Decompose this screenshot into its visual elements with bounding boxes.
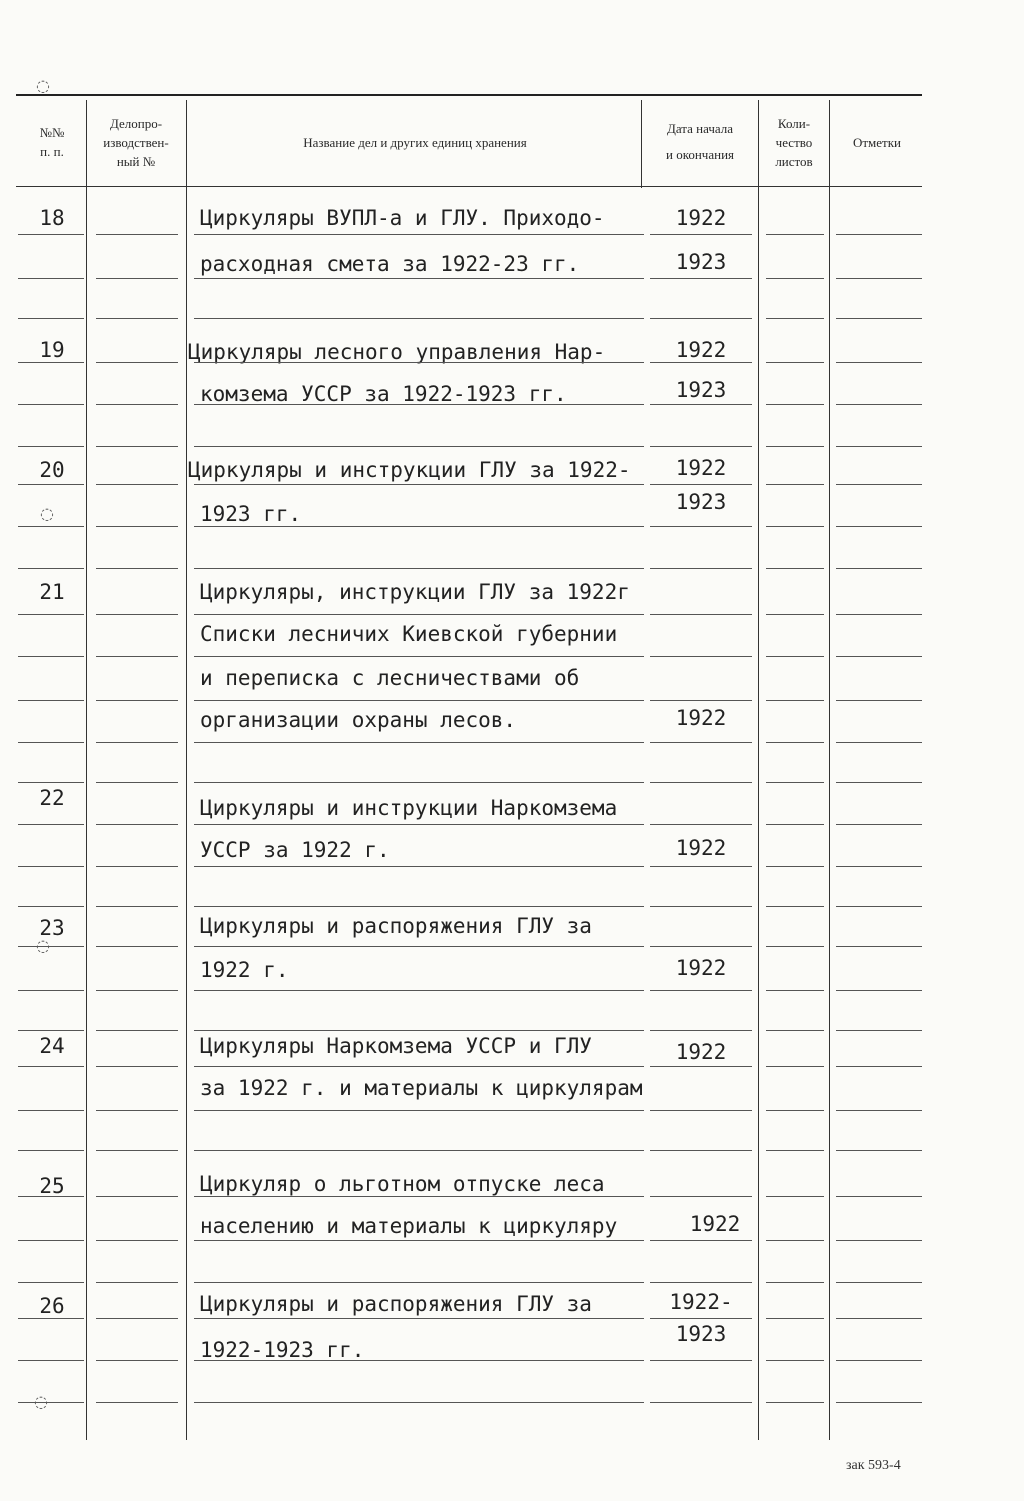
entry-date: 1922-: [669, 1290, 733, 1314]
rule-title-col: [194, 404, 644, 405]
rule-office-col: [96, 1110, 178, 1111]
rule-sheets-col: [766, 568, 824, 569]
rule-number-col: [18, 362, 84, 363]
rule-date-col: [650, 614, 752, 615]
rule-sheets-col: [766, 824, 824, 825]
entry-date: 1923: [675, 250, 727, 274]
rule-office-col: [96, 362, 178, 363]
rule-office-col: [96, 782, 178, 783]
rule-notes-col: [836, 782, 922, 783]
entry-date: 1922: [689, 1212, 741, 1236]
rule-date-col: [650, 362, 752, 363]
rule-sheets-col: [766, 742, 824, 743]
rule-office-col: [96, 1360, 178, 1361]
rule-number-col: [18, 568, 84, 569]
rule-sheets-col: [766, 484, 824, 485]
entry-date: 1922: [675, 1040, 727, 1064]
rule-number-col: [18, 446, 84, 447]
rule-number-col: [18, 614, 84, 615]
rule-date-col: [650, 1282, 752, 1283]
rule-notes-col: [836, 278, 922, 279]
entry-date: 1923: [675, 378, 727, 402]
entry-title-line: Циркуляры ВУПЛ-а и ГЛУ. Приходо-: [200, 206, 605, 230]
entry-title-line: Циркуляры Наркомзема УССР и ГЛУ: [200, 1034, 592, 1058]
rule-number-col: [18, 318, 84, 319]
rule-title-col: [194, 990, 644, 991]
rule-sheets-col: [766, 614, 824, 615]
rule-date-col: [650, 656, 752, 657]
rule-sheets-col: [766, 1282, 824, 1283]
rule-sheets-col: [766, 278, 824, 279]
rule-title-col: [194, 526, 644, 527]
rule-notes-col: [836, 1066, 922, 1067]
rule-title-col: [194, 1110, 644, 1111]
entry-title-line: 1923 гг.: [200, 502, 302, 526]
rule-title-col: [194, 614, 644, 615]
rule-number-col: [18, 404, 84, 405]
rule-title-col: [194, 1150, 644, 1151]
rule-office-col: [96, 946, 178, 947]
divider-number: [86, 100, 87, 1440]
rule-notes-col: [836, 1360, 922, 1361]
rule-date-col: [650, 1196, 752, 1197]
rule-office-col: [96, 484, 178, 485]
rule-title-col: [194, 782, 644, 783]
rule-sheets-col: [766, 700, 824, 701]
rule-date-col: [650, 990, 752, 991]
rule-number-col: [18, 1150, 84, 1151]
rule-number-col: [18, 866, 84, 867]
rule-date-col: [650, 700, 752, 701]
rule-office-col: [96, 404, 178, 405]
entry-title-line: организации охраны лесов.: [200, 708, 517, 732]
rule-date-col: [650, 906, 752, 907]
rule-number-col: [18, 742, 84, 743]
rule-title-col: [194, 1240, 644, 1241]
entry-number: 26: [39, 1294, 65, 1318]
entry-title-line: Циркуляры, инструкции ГЛУ за 1922г: [200, 580, 630, 604]
header-office-number: Делопро- изводствен- ный №: [103, 115, 169, 169]
entry-title-line: комзема УССР за 1922-1923 гг.: [200, 382, 567, 406]
archive-mark: ◌: [36, 76, 50, 95]
rule-sheets-col: [766, 446, 824, 447]
rule-sheets-col: [766, 1030, 824, 1031]
rule-notes-col: [836, 404, 922, 405]
entry-date: 1922: [675, 338, 727, 362]
rule-title-col: [194, 866, 644, 867]
rule-office-col: [96, 446, 178, 447]
rule-date-col: [650, 526, 752, 527]
rule-number-col: [18, 278, 84, 279]
rule-office-col: [96, 526, 178, 527]
rule-notes-col: [836, 526, 922, 527]
rule-office-col: [96, 742, 178, 743]
archive-mark: ◌: [40, 504, 54, 523]
header-title: Название дел и других единиц хранения: [303, 134, 527, 150]
rule-sheets-col: [766, 906, 824, 907]
rule-date-col: [650, 484, 752, 485]
rule-title-col: [194, 700, 644, 701]
rule-title-col: [194, 1318, 644, 1319]
entry-number: 19: [39, 338, 65, 362]
rule-sheets-col: [766, 1066, 824, 1067]
rule-notes-col: [836, 1282, 922, 1283]
entry-date: 1922: [675, 206, 727, 230]
entry-number: 18: [39, 206, 65, 230]
archive-mark: ◌: [34, 1392, 48, 1411]
rule-office-col: [96, 700, 178, 701]
rule-sheets-col: [766, 990, 824, 991]
rule-sheets-col: [766, 866, 824, 867]
entry-title-line: Списки лесничих Киевской губернии: [200, 622, 618, 646]
rule-notes-col: [836, 1030, 922, 1031]
entry-date: 1922: [675, 836, 727, 860]
rule-sheets-col: [766, 526, 824, 527]
rule-sheets-col: [766, 1196, 824, 1197]
rule-date-col: [650, 1066, 752, 1067]
rule-office-col: [96, 568, 178, 569]
rule-date-col: [650, 278, 752, 279]
rule-notes-col: [836, 318, 922, 319]
rule-notes-col: [836, 742, 922, 743]
entry-title-line: Циркуляры и распоряжения ГЛУ за: [200, 1292, 592, 1316]
rule-number-col: [18, 484, 84, 485]
rule-title-col: [194, 1196, 644, 1197]
rule-date-col: [650, 568, 752, 569]
rule-sheets-col: [766, 404, 824, 405]
order-number: зак 593-4: [846, 1458, 901, 1473]
entry-date: 1922: [675, 706, 727, 730]
rule-date-col: [650, 446, 752, 447]
rule-number-col: [18, 946, 84, 947]
rule-sheets-col: [766, 1318, 824, 1319]
rule-sheets-col: [766, 782, 824, 783]
entry-number: 24: [39, 1034, 65, 1058]
header-number: №№ п. п.: [39, 125, 65, 159]
rule-office-col: [96, 990, 178, 991]
entry-title-line: Циркуляры и распоряжения ГЛУ за: [200, 914, 592, 938]
rule-title-col: [194, 484, 644, 485]
rule-number-col: [18, 656, 84, 657]
rule-notes-col: [836, 614, 922, 615]
rule-date-col: [650, 318, 752, 319]
rule-office-col: [96, 1196, 178, 1197]
rule-notes-col: [836, 1110, 922, 1111]
rule-date-col: [650, 1360, 752, 1361]
rule-notes-col: [836, 362, 922, 363]
rule-title-col: [194, 1030, 644, 1031]
rule-sheets-col: [766, 1402, 824, 1403]
rule-number-col: [18, 234, 84, 235]
rule-number-col: [18, 1360, 84, 1361]
entry-number: 22: [39, 786, 65, 810]
rule-office-col: [96, 318, 178, 319]
entry-title-line: УССР за 1922 г.: [200, 838, 390, 862]
rule-title-col: [194, 278, 644, 279]
header-dates: Дата начала и окончания: [665, 121, 735, 162]
rule-office-col: [96, 906, 178, 907]
rule-office-col: [96, 614, 178, 615]
rule-number-col: [18, 782, 84, 783]
rule-office-col: [96, 1240, 178, 1241]
rule-notes-col: [836, 1402, 922, 1403]
rule-number-col: [18, 526, 84, 527]
rule-office-col: [96, 866, 178, 867]
entry-title-line: 1922 г.: [200, 958, 289, 982]
rule-date-col: [650, 1240, 752, 1241]
rule-notes-col: [836, 866, 922, 867]
rule-office-col: [96, 824, 178, 825]
top-rule: [16, 94, 922, 96]
rule-number-col: [18, 1318, 84, 1319]
entry-title-line: Циркуляры и инструкции ГЛУ за 1922-: [188, 458, 631, 482]
rule-notes-col: [836, 484, 922, 485]
rule-notes-col: [836, 234, 922, 235]
rule-title-col: [194, 318, 644, 319]
rule-sheets-col: [766, 946, 824, 947]
rule-office-col: [96, 234, 178, 235]
rule-office-col: [96, 1282, 178, 1283]
rule-date-col: [650, 866, 752, 867]
rule-title-col: [194, 362, 644, 363]
rule-sheets-col: [766, 1110, 824, 1111]
rule-notes-col: [836, 656, 922, 657]
rule-number-col: [18, 990, 84, 991]
rule-notes-col: [836, 906, 922, 907]
entry-date: 1923: [675, 1322, 727, 1346]
entry-number: 20: [39, 458, 65, 482]
header-bottom-rule: [16, 186, 922, 187]
rule-office-col: [96, 1318, 178, 1319]
rule-sheets-col: [766, 362, 824, 363]
rule-number-col: [18, 700, 84, 701]
rule-office-col: [96, 656, 178, 657]
rule-date-col: [650, 946, 752, 947]
rule-office-col: [96, 1030, 178, 1031]
entry-title-line: населению и материалы к циркуляру: [200, 1214, 618, 1238]
rule-title-col: [194, 946, 644, 947]
rule-date-col: [650, 782, 752, 783]
rule-sheets-col: [766, 1360, 824, 1361]
rule-date-col: [650, 1030, 752, 1031]
rule-number-col: [18, 906, 84, 907]
rule-date-col: [650, 742, 752, 743]
entry-number: 25: [39, 1174, 65, 1198]
rule-number-col: [18, 1030, 84, 1031]
rule-office-col: [96, 1066, 178, 1067]
rule-number-col: [18, 1282, 84, 1283]
rule-sheets-col: [766, 1150, 824, 1151]
entry-title-line: 1922-1923 гг.: [200, 1338, 365, 1362]
rule-number-col: [18, 824, 84, 825]
entry-title-line: Циркуляры лесного управления Нар-: [188, 340, 606, 364]
rule-date-col: [650, 1318, 752, 1319]
entry-date: 1923: [675, 490, 727, 514]
rule-notes-col: [836, 1150, 922, 1151]
rule-title-col: [194, 234, 644, 235]
rule-title-col: [194, 1282, 644, 1283]
rule-notes-col: [836, 446, 922, 447]
rule-date-col: [650, 1110, 752, 1111]
divider-dates: [758, 100, 759, 1440]
rule-sheets-col: [766, 656, 824, 657]
rule-number-col: [18, 1196, 84, 1197]
rule-title-col: [194, 656, 644, 657]
entry-title-line: расходная смета за 1922-23 гг.: [200, 252, 580, 276]
divider-office: [186, 100, 187, 1440]
rule-number-col: [18, 1402, 84, 1403]
divider-title: [641, 100, 642, 188]
rule-date-col: [650, 1150, 752, 1151]
header-notes: Отметки: [852, 134, 902, 150]
rule-date-col: [650, 824, 752, 825]
rule-date-col: [650, 234, 752, 235]
header-sheets: Коли- чество листов: [775, 115, 813, 169]
rule-date-col: [650, 404, 752, 405]
rule-sheets-col: [766, 318, 824, 319]
rule-office-col: [96, 1402, 178, 1403]
entry-number: 21: [39, 580, 65, 604]
divider-sheets: [829, 100, 830, 1440]
rule-title-col: [194, 568, 644, 569]
rule-notes-col: [836, 990, 922, 991]
rule-number-col: [18, 1240, 84, 1241]
rule-title-col: [194, 742, 644, 743]
rule-office-col: [96, 278, 178, 279]
entry-number: 23: [39, 916, 65, 940]
rule-notes-col: [836, 824, 922, 825]
entry-title-line: Циркуляры и инструкции Наркомзема: [200, 796, 618, 820]
entry-title-line: и переписка с лесничествами об: [200, 666, 580, 690]
entry-date: 1922: [675, 956, 727, 980]
rule-date-col: [650, 1402, 752, 1403]
rule-title-col: [194, 824, 644, 825]
rule-office-col: [96, 1150, 178, 1151]
rule-title-col: [194, 1360, 644, 1361]
entry-date: 1922: [675, 456, 727, 480]
rule-title-col: [194, 446, 644, 447]
rule-title-col: [194, 1402, 644, 1403]
rule-notes-col: [836, 946, 922, 947]
archive-mark: ◌: [36, 936, 50, 955]
rule-notes-col: [836, 1318, 922, 1319]
entry-title-line: за 1922 г. и материалы к циркулярам: [200, 1076, 643, 1100]
rule-sheets-col: [766, 1240, 824, 1241]
rule-title-col: [194, 906, 644, 907]
rule-notes-col: [836, 1196, 922, 1197]
rule-notes-col: [836, 568, 922, 569]
entry-title-line: Циркуляр о льготном отпуске леса: [200, 1172, 605, 1196]
rule-number-col: [18, 1110, 84, 1111]
rule-title-col: [194, 1066, 644, 1067]
rule-sheets-col: [766, 234, 824, 235]
rule-notes-col: [836, 1240, 922, 1241]
rule-number-col: [18, 1066, 84, 1067]
rule-notes-col: [836, 700, 922, 701]
